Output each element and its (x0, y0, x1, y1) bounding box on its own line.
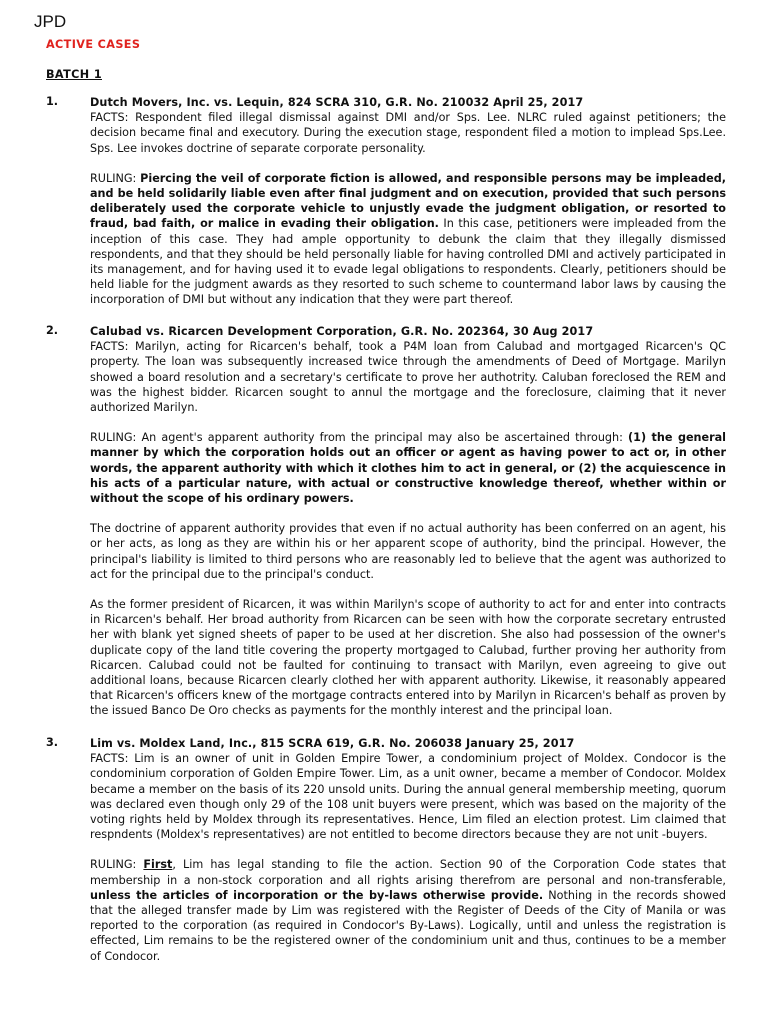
case-number: 3. (46, 736, 59, 749)
document-initials: JPD (34, 12, 67, 31)
case-ruling (90, 430, 726, 506)
case-facts: FACTS: Respondent filed illegal dismissal against DMI and/or Sps. Lee. NLRC ruled against petitioners; the decision became final and executory. During the execution stage, respondent filed a motion to implead Sps.Lee. Sps. Lee invokes doctrine of separate corporate personality. (90, 111, 726, 155)
case-ruling (90, 857, 726, 963)
ruling-doctrine: Piercing the veil of corporate fiction is allowed, and responsible persons may be impleaded, and be held solidarily liable even after final judgment and on execution, provided that such persons deliberately used the corporate vehicle to unjustly evade the judgment obligation, or resorted to fraud, bad faith, or malice in evading their obligation. (90, 171, 726, 231)
case-facts: FACTS: Lim is an owner of unit in Golden Empire Tower, a condominium project of Moldex. Condocor is the condominium corporation of Golden Empire Tower. Lim, as a unit owner, became a member of Condocor. Moldex became a member on the basis of its 220 unsold units. During the annual general membership meeting, quorum was declared even though only 29 of the 108 unit buyers were present, which was based on the majority of the voting rights held by Moldex through its representatives. Hence, Lim filed an election protest. Lim claimed that respndents (Moldex's representatives) are not entitled to become directors because they are not unit -buyers. (90, 752, 726, 842)
ruling-intro: RULING: An agent's apparent authority from the principal may also be ascertained through: (90, 431, 629, 445)
case-paragraph: As the former president of Ricarcen, it was within Marilyn's scope of authority to act for and enter into contracts in Ricarcen's behalf. Her broad authority from Ricarcen can be seen with how the corporate secretary entrusted her with blank yet signed sheets of paper to be used at her discretion. She also had possession of the owner's duplicate copy of the land title covering the property mortgaged to Calubad, further proving her authority from Ricarcen. Calubad could not be faulted for continuing to transact with Marilyn, even agreeing to give out additional loans, because Ricarcen clearly clothed her with apparent authority. Likewise, it reasonably appeared that Ricarcen's officers knew of the mortgage contracts entered into by Marilyn in Ricarcen's behalf as proven by the issued Banco De Oro checks as payments for the monthly interest and the principal loan. (90, 598, 726, 718)
case-title: Lim vs. Moldex Land, Inc., 815 SCRA 619, G.R. No. 206038 January 25, 2017 (90, 737, 575, 750)
ruling-label: RULING: (90, 858, 144, 872)
ruling-first: First (143, 858, 173, 872)
case-ruling (90, 171, 726, 308)
section-heading: ACTIVE CASES (46, 38, 141, 51)
ruling-text-b: Nothing in the records showed that the alleged transfer made by Lim was registered with the Register of Deeds of the City of Manila or was reported to the corporation (as required in Condocor's By-Laws). Logically, until and unless the registration is effected, Lim remains to be the registered owner of the condominium unit and thus, continues to be a member of Condocor. (90, 888, 726, 963)
ruling-label: RULING: (90, 171, 141, 185)
batch-heading: BATCH 1 (46, 68, 102, 81)
case-paragraph: The doctrine of apparent authority provides that even if no actual authority has been conferred on an agent, his or her acts, as long as they are within his or her apparent scope of authority, bind the principal. However, the principal's liability is limited to third persons who are reasonably led to believe that the agent was authorized to act for the principal due to the principal's conduct. (90, 522, 726, 581)
ruling-text-a: , Lim has legal standing to file the action. Section 90 of the Corporation Code states that membership in a non-stock corporation and all rights arising therefrom are personal and non-transferable, (90, 858, 726, 887)
case-number: 1. (46, 95, 59, 108)
case-title: Dutch Movers, Inc. vs. Lequin, 824 SCRA 310, G.R. No. 210032 April 25, 2017 (90, 96, 584, 109)
case-number: 2. (46, 324, 59, 337)
ruling-doctrine: unless the articles of incorporation or the by-laws otherwise provide. (90, 888, 544, 902)
case-1 (46, 95, 726, 308)
case-title: Calubad vs. Ricarcen Development Corporation, G.R. No. 202364, 30 Aug 2017 (90, 325, 594, 338)
case-facts: FACTS: Marilyn, acting for Ricarcen's behalf, took a P4M loan from Calubad and mortgaged Ricarcen's QC property. The loan was subsequently increased twice through the amendments of Deed of Mortgage. Marilyn showed a board resolution and a secretary's certificate to prove her authotrity. Caluban foreclosed the REM and was the highest bidder. Ricarcen sought to annul the mortgage and the foreclosure, claiming that it never authorized Marilyn. (90, 340, 726, 415)
ruling-doctrine: (1) the general manner by which the corporation holds out an officer or agent as having power to act or, in other words, the apparent authority with which it clothes him to act in general, or (2) the acquiescence in his acts of a particular nature, with actual or constructive knowledge thereof, whether within or without the scope of his ordinary powers. (90, 431, 727, 506)
case-2 (46, 324, 726, 719)
ruling-discussion: In this case, petitioners were impleaded from the inception of this case. They had ample opportunity to debunk the claim that they illegally dismissed respondents, and that they should be held personally liable for having controlled DMI and actively participated in its management, and for having used it to evade legal obligations to respondents. Clearly, petitioners should be held liable for the judgment awards as they resorted to such scheme to countermand labor laws by causing the incorporation of DMI but without any indication that they were part thereof. (90, 217, 726, 307)
case-3 (46, 736, 726, 964)
